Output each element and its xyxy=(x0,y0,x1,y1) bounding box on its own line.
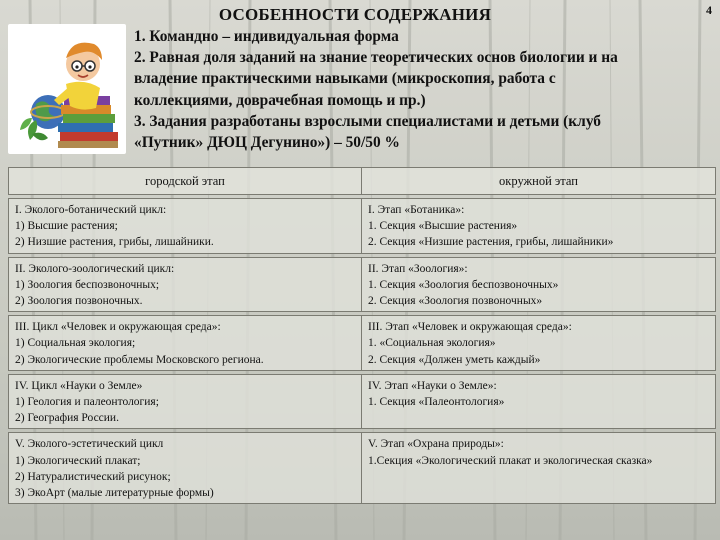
feature-line: 2. Равная доля заданий на знание теоретических основ биологии и на xyxy=(134,49,618,67)
feature-line: 1. Командно – индивидуальная форма xyxy=(134,28,399,45)
stages-table xyxy=(8,167,716,504)
feature-line: 3. Задания разработаны взрослыми специалистами и детьми (клуб xyxy=(134,112,602,130)
city-stage-cell xyxy=(9,316,362,371)
feature-line: владение практическими навыками (микроскопия, работа с xyxy=(134,70,556,88)
table-row xyxy=(9,374,716,429)
cell-line: 1. «Социальная экология» xyxy=(368,337,496,350)
cell-line: 1) Геология и палеонтология; xyxy=(15,396,159,409)
feature-line: коллекциями, доврачебная помощь и пр.) xyxy=(134,91,426,109)
cell-line: 1) Зоология беспозвоночных; xyxy=(15,278,160,291)
slide-number: 4 xyxy=(706,3,712,17)
cell-line: V. Эколого-эстетический цикл xyxy=(15,438,164,451)
cell-line: 2) Зоология позвоночных. xyxy=(15,295,143,308)
cell-line: V. Этап «Охрана природы»: xyxy=(368,438,504,451)
slide-title-text: ОСОБЕННОСТИ СОДЕРЖАНИЯ xyxy=(218,5,492,24)
cell-line: 1) Экологический плакат; xyxy=(15,454,141,467)
city-stage-cell xyxy=(9,199,362,254)
cell-line: 2. Секция «Зоология позвоночных» xyxy=(368,295,543,308)
header-district-stage: окружной этап xyxy=(362,168,716,195)
cell-line: 2) Натуралистический рисунок; xyxy=(15,470,171,483)
cell-line: II. Этап «Зоология»: xyxy=(368,262,468,275)
schoolboy-illustration xyxy=(8,24,126,154)
district-stage-cell xyxy=(362,199,716,254)
district-stage-cell xyxy=(362,316,716,371)
cell-line: 1) Высшие растения; xyxy=(15,220,118,233)
cell-line: 1. Секция «Высшие растения» xyxy=(368,220,518,233)
feature-line: «Путник» ДЮЦ Дегунино») – 50/50 % xyxy=(134,134,400,152)
cell-line: 2. Секция «Низшие растения, грибы, лишайники» xyxy=(368,236,614,249)
district-stage-cell xyxy=(362,374,716,429)
cell-line: 1. Секция «Палеонтология» xyxy=(368,396,505,409)
cell-line: 1. Секция «Зоология беспозвоночных» xyxy=(368,278,559,291)
cell-line: III. Цикл «Человек и окружающая среда»: xyxy=(15,321,221,334)
city-stage-cell xyxy=(9,374,362,429)
cell-line: 1) Социальная экология; xyxy=(15,337,136,350)
city-stage-cell xyxy=(9,257,362,312)
content-features-list xyxy=(134,26,714,153)
table-header-row xyxy=(9,168,716,195)
cell-line: 2. Секция «Должен уметь каждый» xyxy=(368,353,541,366)
cell-line: 2) Экологические проблемы Московского региона. xyxy=(15,353,264,366)
header-city-stage: городской этап xyxy=(9,168,362,195)
cell-line: 1.Секция «Экологический плакат и экологическая сказка» xyxy=(368,454,653,467)
cell-line: IV. Этап «Науки о Земле»: xyxy=(368,379,497,392)
cell-line: IV. Цикл «Науки о Земле» xyxy=(15,379,143,392)
cell-line: 3) ЭкоАрт (малые литературные формы) xyxy=(15,487,214,500)
table-row xyxy=(9,433,716,504)
table-row xyxy=(9,199,716,254)
cell-line: I. Эколого-ботанический цикл: xyxy=(15,204,167,216)
cell-line: 2) Низшие растения, грибы, лишайники. xyxy=(15,236,214,249)
cell-line: II. Эколого-зоологический цикл: xyxy=(15,262,175,275)
slide-title xyxy=(0,5,720,25)
district-stage-cell xyxy=(362,433,716,504)
city-stage-cell xyxy=(9,433,362,504)
table-row xyxy=(9,257,716,312)
district-stage-cell xyxy=(362,257,716,312)
cell-line: I. Этап «Ботаника»: xyxy=(368,204,465,216)
table-row xyxy=(9,316,716,371)
cell-line: 2) География России. xyxy=(15,412,119,425)
boy-with-books-icon xyxy=(8,24,126,154)
cell-line: III. Этап «Человек и окружающая среда»: xyxy=(368,321,572,334)
